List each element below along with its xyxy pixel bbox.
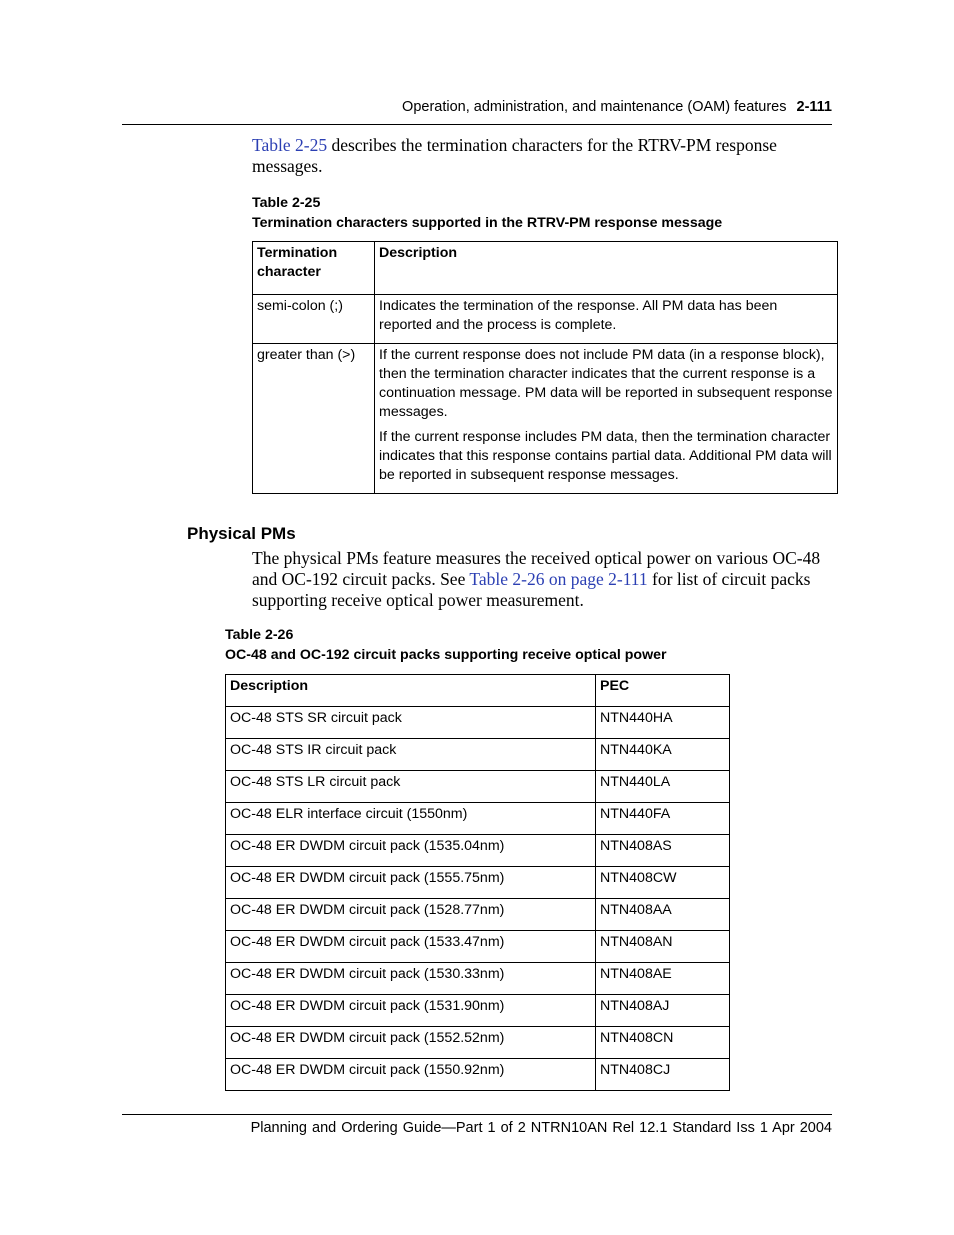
- pec-cell: NTN408AA: [596, 899, 730, 931]
- table-2-25-title: Termination characters supported in the RTRV-PM response message: [252, 215, 723, 231]
- pec-cell: NTN440KA: [596, 739, 730, 771]
- pec-cell: NTN440HA: [596, 707, 730, 739]
- table-row: [226, 931, 730, 963]
- table-row: [253, 344, 838, 494]
- description-cell: OC-48 ER DWDM circuit pack (1531.90nm): [226, 995, 596, 1027]
- description-cell: OC-48 ER DWDM circuit pack (1550.92nm): [226, 1059, 596, 1091]
- table-2-25-link[interactable]: Table 2-25: [252, 135, 328, 155]
- description-cell: [375, 344, 838, 494]
- description-cell: OC-48 ER DWDM circuit pack (1530.33nm): [226, 963, 596, 995]
- description-cell: OC-48 ER DWDM circuit pack (1528.77nm): [226, 899, 596, 931]
- table-row: [226, 707, 730, 739]
- table-row: [226, 867, 730, 899]
- termination-character-cell: greater than (>): [253, 344, 375, 494]
- table-header-row: [253, 242, 838, 295]
- description-cell: OC-48 STS SR circuit pack: [226, 707, 596, 739]
- description-paragraph: If the current response does not include PM data (in a response block), then the termination character indicates that the current response is a continuation message. PM data will be reported in subsequent response messages.: [379, 347, 833, 420]
- pec-cell: NTN408AS: [596, 835, 730, 867]
- table-row: [226, 835, 730, 867]
- header-title: Operation, administration, and maintenance (OAM) features: [402, 99, 787, 115]
- running-header: [402, 99, 832, 115]
- description-cell: OC-48 ER DWDM circuit pack (1533.47nm): [226, 931, 596, 963]
- description-cell: OC-48 ER DWDM circuit pack (1552.52nm): [226, 1027, 596, 1059]
- table-row: [226, 1059, 730, 1091]
- pec-cell: NTN408AN: [596, 931, 730, 963]
- description-cell: OC-48 STS LR circuit pack: [226, 771, 596, 803]
- table-row: [226, 995, 730, 1027]
- table-row: [226, 771, 730, 803]
- header-rule: [122, 124, 832, 125]
- table-header-row: [226, 675, 730, 707]
- pec-cell: NTN408CJ: [596, 1059, 730, 1091]
- circuit-packs-table: [225, 674, 730, 1091]
- section-paragraph: [252, 548, 827, 611]
- pec-cell: NTN440FA: [596, 803, 730, 835]
- table-row: [226, 739, 730, 771]
- page-number: 2-111: [796, 99, 832, 115]
- description-cell: OC-48 ER DWDM circuit pack (1535.04nm): [226, 835, 596, 867]
- description-paragraph: Indicates the termination of the response. All PM data has been reported and the process is complete.: [379, 298, 778, 333]
- table-2-25-label: Table 2-25: [252, 195, 321, 211]
- intro-text: describes the termination characters for the RTRV-PM response messages.: [252, 135, 777, 176]
- termination-character-cell: semi-colon (;): [253, 295, 375, 344]
- footer-rule: [122, 1114, 832, 1115]
- table-2-25-caption: [252, 193, 722, 233]
- description-cell: OC-48 ER DWDM circuit pack (1555.75nm): [226, 867, 596, 899]
- pec-cell: NTN408CN: [596, 1027, 730, 1059]
- pec-cell: NTN408AE: [596, 963, 730, 995]
- description-cell: OC-48 ELR interface circuit (1550nm): [226, 803, 596, 835]
- section-text-after: for list of circuit packs supporting receive optical power measurement.: [252, 569, 811, 610]
- table-2-26-link[interactable]: Table 2-26 on page 2-111: [469, 569, 648, 589]
- column-header-description: Description: [226, 675, 596, 707]
- column-header-description: Description: [375, 242, 838, 295]
- table-row: [253, 295, 838, 344]
- description-cell: [375, 295, 838, 344]
- termination-characters-table: [252, 241, 838, 494]
- page-footer: Planning and Ordering Guide—Part 1 of 2 NTRN10AN Rel 12.1 Standard Iss 1 Apr 2004: [250, 1120, 832, 1136]
- intro-paragraph: [252, 135, 827, 177]
- table-row: [226, 1027, 730, 1059]
- description-paragraph: If the current response includes PM data, then the termination character indicates that this response contains partial data. Additional PM data will be reported in subsequent response messages.: [379, 429, 832, 483]
- pec-cell: NTN408CW: [596, 867, 730, 899]
- table-row: [226, 803, 730, 835]
- pec-cell: NTN440LA: [596, 771, 730, 803]
- pec-cell: NTN408AJ: [596, 995, 730, 1027]
- description-cell: OC-48 STS IR circuit pack: [226, 739, 596, 771]
- table-row: [226, 899, 730, 931]
- table-2-26-label: Table 2-26: [225, 627, 294, 643]
- table-2-26-caption: [225, 625, 667, 665]
- table-row: [226, 963, 730, 995]
- table-2-26-title: OC-48 and OC-192 circuit packs supporting receive optical power: [225, 647, 667, 663]
- section-text-before: The physical PMs feature measures the received optical power on various OC-48 and OC-192 circuit packs. See: [252, 548, 821, 589]
- column-header-pec: PEC: [596, 675, 730, 707]
- section-heading: Physical PMs: [187, 524, 296, 543]
- column-header-termination-character: Termination character: [253, 242, 375, 295]
